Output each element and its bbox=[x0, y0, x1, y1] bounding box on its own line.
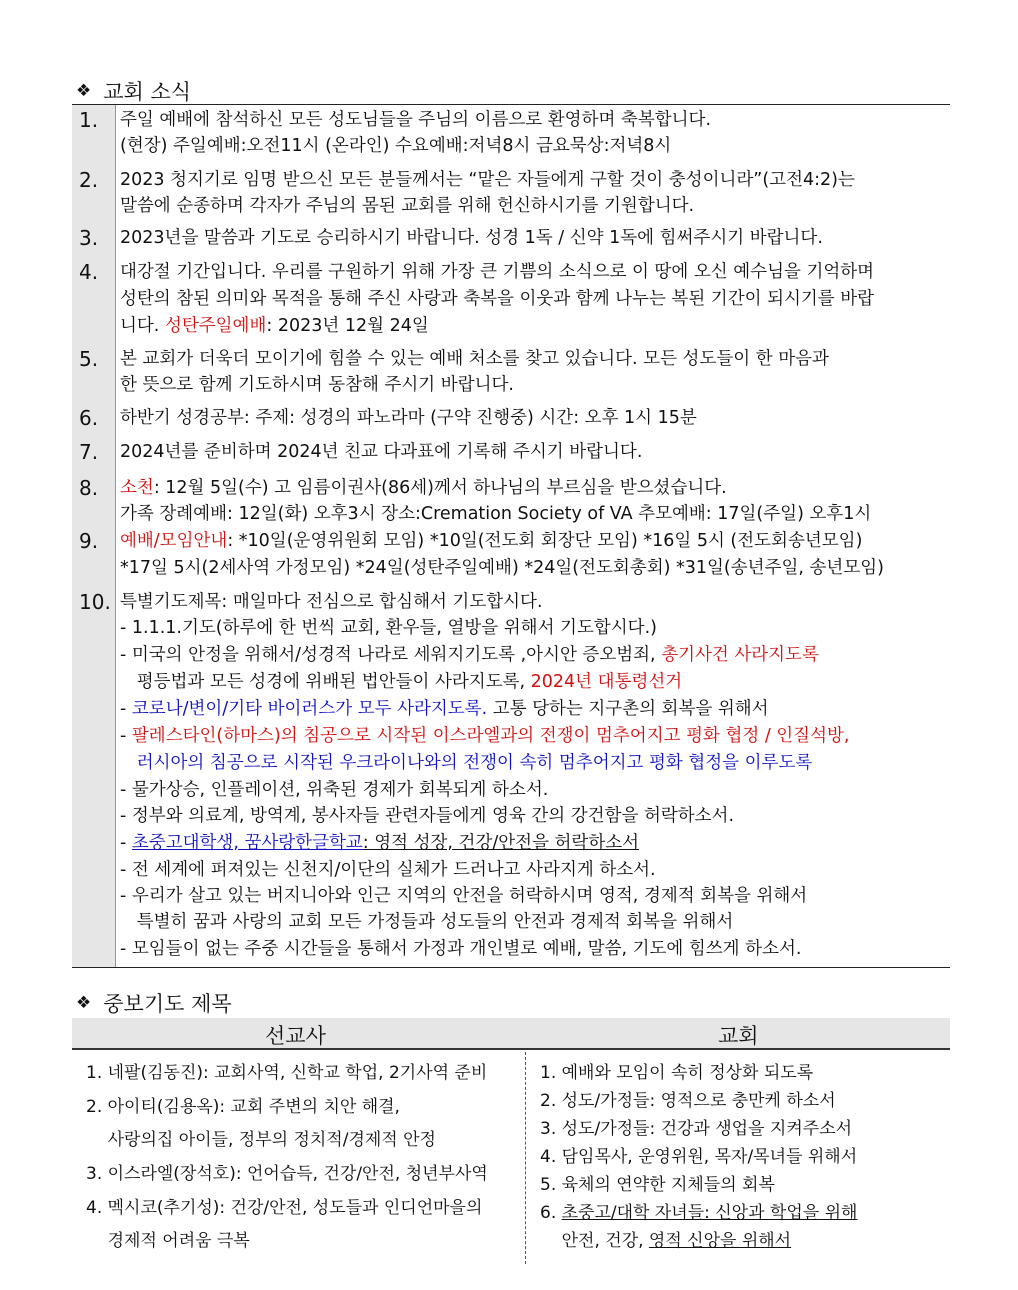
diamond-bullet-icon: ❖ bbox=[76, 993, 92, 1013]
item-number: 2. bbox=[79, 168, 99, 192]
diamond-bullet-icon: ❖ bbox=[76, 81, 92, 101]
news-line: 러시아의 침공으로 시작된 우크라이나와의 전쟁이 속히 멈추어지고 평화 협정을 이루도록 bbox=[136, 753, 813, 773]
news-line: *17일 5시(2세사역 가정모임) *24일(성탄주일예배) *24일(전도회총회) *31일(송년주일, 송년모임) bbox=[120, 558, 884, 578]
item-number: 7. bbox=[79, 440, 99, 464]
obituary-label: 소천 bbox=[120, 478, 154, 498]
missionary-item: 사랑의집 아이들, 정부의 정치적/경제적 안정 bbox=[86, 1130, 436, 1150]
missionary-item: 1. 네팔(김동진): 교회사역, 신학교 학업, 2기사역 준비 bbox=[86, 1063, 488, 1083]
news-line: - 우리가 살고 있는 버지니아와 인근 지역의 안전을 허락하시며 영적, 경제적 회복을 위해서 bbox=[120, 886, 808, 906]
news-line: - 초중고대학생, 꿈사랑한글학교: 영적 성장, 건강/안전을 허락하소서 bbox=[120, 833, 640, 853]
service-guide-label: 예배/모임안내 bbox=[120, 531, 228, 551]
church-news-table bbox=[72, 105, 950, 967]
news-line: 평등법과 모든 성경에 위배된 법안들이 사라지도록, 2024년 대통령선거 bbox=[120, 672, 683, 692]
church-item: 5. 육체의 연약한 지체들의 회복 bbox=[540, 1175, 775, 1195]
item-number: 10. bbox=[79, 590, 111, 614]
missionary-item: 경제적 어려움 극복 bbox=[86, 1231, 250, 1251]
news-line: - 코로나/변이/기타 바이러스가 모두 사라지도록. 고통 당하는 지구촌의 회복을 위해서 bbox=[120, 699, 769, 719]
church-item: 6. 초중고/대학 자녀들: 신앙과 학업을 위해 bbox=[540, 1203, 858, 1223]
news-line: 특별기도제목: 매일마다 전심으로 합심해서 기도합시다. bbox=[120, 592, 543, 612]
church-news-heading bbox=[76, 76, 191, 106]
item-number: 1. bbox=[79, 108, 99, 132]
news-line: - 정부와 의료계, 방역계, 봉사자들 관련자들에게 영육 간의 강건함을 허락하소서. bbox=[120, 806, 735, 826]
item-number: 9. bbox=[79, 529, 99, 553]
church-item: 2. 성도/가정들: 영적으로 충만케 하소서 bbox=[540, 1091, 836, 1111]
missionary-item: 3. 이스라엘(장석호): 언어습득, 건강/안전, 청년부사역 bbox=[86, 1164, 488, 1184]
news-line: 대강절 기간입니다. 우리를 구원하기 위해 가장 큰 기쁨의 소식으로 이 땅에 오신 예수님을 기억하며 bbox=[120, 262, 875, 282]
news-line: - 모임들이 없는 주중 시간들을 통해서 가정과 개인별로 예배, 말씀, 기도에 힘쓰게 하소서. bbox=[120, 939, 802, 959]
item-number: 3. bbox=[79, 226, 99, 250]
news-line: 하반기 성경공부: 주제: 성경의 파노라마 (구약 진행중) 시간: 오후 1시 15분 bbox=[120, 408, 697, 428]
table-bottom-rule bbox=[72, 967, 950, 968]
news-line: 말씀에 순종하며 각자가 주님의 몸된 교회를 위해 헌신하시기를 기원합니다. bbox=[120, 196, 695, 216]
item-number: 8. bbox=[79, 476, 99, 500]
news-line: - 전 세계에 퍼져있는 신천지/이단의 실체가 드러나고 사라지게 하소서. bbox=[120, 860, 656, 880]
news-line: 니다. 성탄주일예배: 2023년 12월 24일 bbox=[120, 316, 429, 336]
news-line: 소천: 12월 5일(수) 고 임름이권사(86세)께서 하나님의 부르심을 받으셨습니다. bbox=[120, 478, 727, 498]
news-line: 본 교회가 더욱더 모이기에 힘쓸 수 있는 예배 처소를 찾고 있습니다. 모든 성도들이 한 마음과 bbox=[120, 349, 829, 369]
news-line: - 팔레스타인(하마스)의 침공으로 시작된 이스라엘과의 전쟁이 멈추어지고 평화 협정 / 인질석방, bbox=[120, 726, 850, 746]
item-number: 6. bbox=[79, 406, 99, 430]
missionary-item: 2. 아이티(김용옥): 교회 주변의 치안 해결, bbox=[86, 1097, 400, 1117]
news-line: - 물가상승, 인플레이션, 위축된 경제가 회복되게 하소서. bbox=[120, 780, 549, 800]
news-line: 2023 청지기로 임명 받으신 모든 분들께서는 “맡은 자들에게 구할 것이 충성이니라”(고전4:2)는 bbox=[120, 170, 855, 190]
prayer-title: 중보기도 제목 bbox=[103, 992, 232, 1016]
news-line: 주일 예배에 참석하신 모든 성도님들을 주님의 이름으로 환영하며 축복합니다. bbox=[120, 110, 712, 130]
news-line: 2024년를 준비하며 2024년 친교 다과표에 기록해 주시기 바랍니다. bbox=[120, 442, 643, 462]
news-line: (현장) 주일예배:오전11시 (온라인) 수요예배:저녁8시 금요묵상:저녁8시 bbox=[120, 136, 672, 156]
christmas-service-label: 성탄주일예배 bbox=[164, 316, 267, 336]
church-item: 안전, 건강, 영적 신앙을 위해서 bbox=[540, 1231, 792, 1251]
prayer-heading bbox=[76, 988, 232, 1018]
church-item: 1. 예배와 모임이 속히 정상화 되도록 bbox=[540, 1063, 814, 1083]
prayer-column-divider bbox=[525, 1052, 526, 1264]
church-news-title: 교회 소식 bbox=[103, 80, 192, 104]
news-line: - 미국의 안정을 위해서/성경적 나라로 세워지기도록 ,아시안 증오범죄, 총기사건 사라지도록 bbox=[120, 645, 819, 665]
church-item: 4. 담임목사, 운영위원, 목자/목녀들 위해서 bbox=[540, 1147, 858, 1167]
news-line: 가족 장례예배: 12일(화) 오후3시 장소:Cremation Society of VA 추모예배: 17일(주일) 오후1시 bbox=[120, 504, 872, 524]
news-line: 2023년을 말씀과 기도로 승리하시기 바랍니다. 성경 1독 / 신약 1독에 힘써주시기 바랍니다. bbox=[120, 228, 823, 248]
news-line: 한 뜻으로 함께 기도하시며 동참해 주시기 바랍니다. bbox=[120, 375, 514, 395]
news-line: 성탄의 참된 의미와 목적을 통해 주신 사랑과 축복을 이웃과 함께 나누는 복된 기간이 되시기를 바랍 bbox=[120, 289, 875, 309]
church-item: 3. 성도/가정들: 건강과 생업을 지켜주소서 bbox=[540, 1119, 853, 1139]
item-number: 4. bbox=[79, 260, 99, 284]
news-line: - 1.1.1.기도(하루에 한 번씩 교회, 환우들, 열방을 위해서 기도합시다.) bbox=[120, 618, 657, 638]
column-divider bbox=[115, 105, 116, 967]
church-column-title: 교회 bbox=[718, 1024, 759, 1048]
missionary-item: 4. 멕시코(추기성): 건강/안전, 성도들과 인디언마을의 bbox=[86, 1198, 483, 1218]
item-number: 5. bbox=[79, 347, 99, 371]
news-line: 예배/모임안내: *10일(운영위원회 모임) *10일(전도회 회장단 모임) *16일 5시 (전도회송년모임) bbox=[120, 531, 863, 551]
prayer-column-header bbox=[72, 1018, 950, 1050]
missionary-column-title: 선교사 bbox=[265, 1024, 326, 1048]
news-line: 특별히 꿈과 사랑의 교회 모든 가정들과 성도들의 안전과 경제적 회복을 위해서 bbox=[120, 912, 734, 932]
